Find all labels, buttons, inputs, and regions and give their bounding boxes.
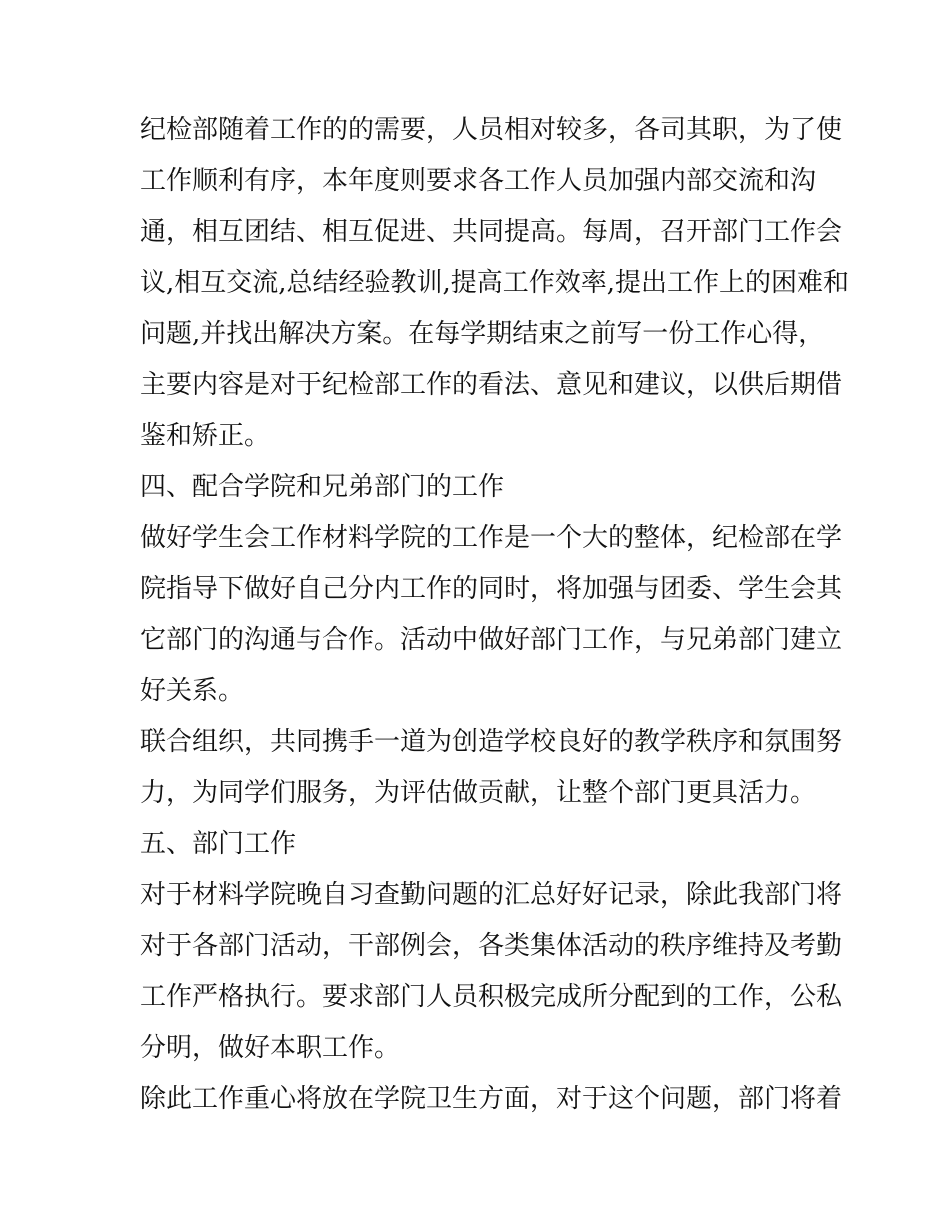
text-line: 纪检部随着工作的的需要，人员相对较多，各司其职，为了使 bbox=[140, 115, 843, 145]
text-line: 工作严格执行。要求部门人员积极完成所分配到的工作，公私 bbox=[140, 982, 843, 1012]
section-heading: 四、配合学院和兄弟部门的工作 bbox=[140, 472, 505, 502]
text-line: 院指导下做好自己分内工作的同时，将加强与团委、学生会其 bbox=[140, 574, 843, 604]
text-line: 它部门的沟通与合作。活动中做好部门工作，与兄弟部门建立 bbox=[140, 625, 843, 655]
text-line: 力，为同学们服务，为评估做贡献，让整个部门更具活力。 bbox=[140, 778, 817, 808]
text-line: 问题,并找出解决方案。在每学期结束之前写一份工作心得， bbox=[140, 319, 825, 349]
text-line: 鉴和矫正。 bbox=[140, 421, 271, 451]
document-body bbox=[140, 105, 850, 1125]
text-line: 对于材料学院晚自习查勤问题的汇总好好记录，除此我部门将 bbox=[140, 880, 843, 910]
text-line: 对于各部门活动，干部例会，各类集体活动的秩序维持及考勤 bbox=[140, 931, 843, 961]
text-line: 议,相互交流,总结经验教训,提高工作效率,提出工作上的困难和 bbox=[140, 268, 850, 298]
text-line: 通，相互团结、相互促进、共同提高。每周，召开部门工作会 bbox=[140, 217, 843, 247]
text-line: 除此工作重心将放在学院卫生方面，对于这个问题，部门将着 bbox=[140, 1084, 843, 1114]
text-line: 联合组织，共同携手一道为创造学校良好的教学秩序和氛围努 bbox=[140, 727, 843, 757]
text-line: 主要内容是对于纪检部工作的看法、意见和建议，以供后期借 bbox=[140, 370, 843, 400]
section-heading: 五、部门工作 bbox=[140, 829, 297, 859]
text-line: 做好学生会工作材料学院的工作是一个大的整体，纪检部在学 bbox=[140, 523, 843, 553]
text-line: 分明，做好本职工作。 bbox=[140, 1033, 401, 1063]
text-line: 工作顺利有序，本年度则要求各工作人员加强内部交流和沟 bbox=[140, 166, 817, 196]
text-line: 好关系。 bbox=[140, 676, 245, 706]
